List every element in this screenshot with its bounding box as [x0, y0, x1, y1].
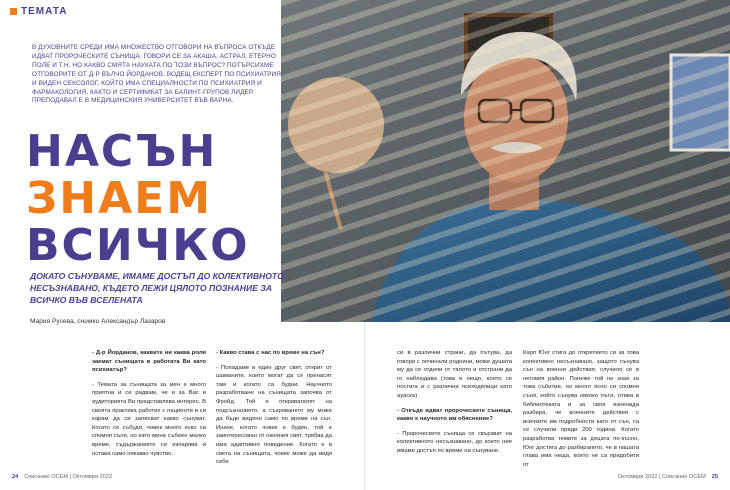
question-3: - Откъде идват пророческите сънища, какво е научното им обяснение? [397, 407, 512, 423]
body-column-4 [523, 349, 639, 475]
footer-right [618, 474, 718, 480]
page-number-right: 25 [711, 474, 718, 480]
answer-3-continued: Карл Юнг стига до откритието си за това колективно несъзнавано, защото сънува сън на военни действия, случило се в неговия район. Понеже той не знае за това събитие, но много ясно си спомня съня, който сънува някоко пъти, отива в библиотеката и за своя изненада разбира, че военните действия с всичките им подробности катo от сън, са се случили преди 200 години. Когато разработва темите за децата по-късно, Юнг достига до разбирането, че в нашата глава има неща, които не са придобити от [523, 350, 639, 468]
footer-left [12, 474, 112, 480]
portrait-illustration [281, 0, 730, 322]
intro-paragraph: В ДУХОВНИТЕ СРЕДИ ИМА МНОЖЕСТВО ОТГОВОРИ НА ВЪПРОСА ОТКЪДЕ ИДВАТ ПРОРОЧЕСКИТЕ СЪНИЩА. ГОВОРИ СЕ ЗА АКАША, АСТРАЛ, ЕТЕРНО ПОЛЕ И Т.Н. НО КАКВО СМЯТА НАУКАТА ПО ТОЗИ ВЪПРОС? ПОТЪРСИХМЕ ОТГОВОРИТЕ ОТ Д-Р ВЪЛЧО ЙОРДАНОВ, ВОДЕЩ ЕКСПЕРТ ПО ПСИХИАТРИЯ И ВИДЕН СЕКСОЛОГ, КОЙТО ИМА СПЕЦИАЛНОСТИ ПО ПСИХИАТРИЯ И ФАРМАКОЛОГИЯ, КАКТО И СЕРТИФИКАТ ЗА БАЛИНТ-ГРУПОВ ЛИДЕР. ПРЕПОДАВАЛ Е В МЕДИЦИНСКИЯ УНИВЕРСИТЕТ ВЪВ ВАРНА. [32, 44, 281, 105]
headline-line-3: ВСИЧКО [26, 220, 250, 271]
answer-3: - Пророческите сънища се свързват на колективното несъзнавано, до което ние имаме достъп по време на сънуване. [397, 430, 512, 454]
answer-1: - Темата за сънищата за мен е много приятна и се радвам, че и за Вас и аудиторията Ви представлява интерес. В своята практика работих с пациенти и си карам да си записват какво сънуват. Когато се събуди, човек много хоко си спомня съня, но като мине събеен малко време, съдържанието се изпарява и остава само някакво чувство. [92, 381, 206, 457]
section-square-icon [10, 8, 17, 15]
footer-left-text: Списание ОСЕМ | Октомври 2022 [24, 474, 113, 480]
section-tag [10, 6, 68, 17]
byline [30, 318, 165, 325]
body-column-1 [92, 349, 206, 464]
page-number-left: 24 [12, 474, 19, 480]
byline-photos-label: снимки [77, 318, 102, 325]
answer-2-continued: си в различни страни, да пътува, да говори с починали роднини, може душата му да се отдели от тялото и отстрани да го наблюдава (това е нещо, което се постига и с различни психеделици като ауаска). [397, 350, 512, 399]
headline [26, 128, 250, 269]
question-2: - Какво става с нас по време на сън? [216, 350, 325, 356]
footer-right-text: Октомври 2022 | Списание ОСЕМ [617, 474, 706, 480]
headline-line-1: НАСЪН [26, 126, 218, 177]
headline-line-2: ЗНАЕМ [26, 173, 212, 224]
section-tag-label: ТЕМАТА [21, 6, 68, 17]
byline-author: Мария Русева, [30, 318, 78, 325]
body-column-2 [216, 349, 332, 473]
body-column-3 [397, 349, 512, 462]
question-1: - Д-р Йорданов, каквите ни каква роля заемат сънищата в работата Ви като психиатър? [92, 350, 206, 374]
deck-subtitle: ДОКАТО СЪНУВАМЕ, ИМАМЕ ДОСТЪП ДО КОЛЕКТИВНОТО НЕСЪЗНАВАНО, КЪДЕТО ЛЕЖИ ЦЯЛОТО ПОЗНАНИЕ ЗА ВСИЧКО ВЪВ ВСЕЛЕНАТА [30, 271, 284, 306]
portrait-photo [281, 0, 730, 322]
byline-photographer: Александър Лазаров [101, 318, 166, 325]
page-gutter [364, 322, 365, 490]
answer-2: - Попадаме в един друг свят, открит от шаманите, които могат да се пренасят там и когато са будни. Научното разработване на сънищата започва от Фройд. Той е откривателят на подсъзнанието, а съзряването му може да бъде видяно само по време на сън. Иначе, когато човек е буден, той е заинтересован от околния свят, трябва да има адаптивно поведение. Когато е в света на сънищата, човек може да видя себе [216, 364, 332, 466]
